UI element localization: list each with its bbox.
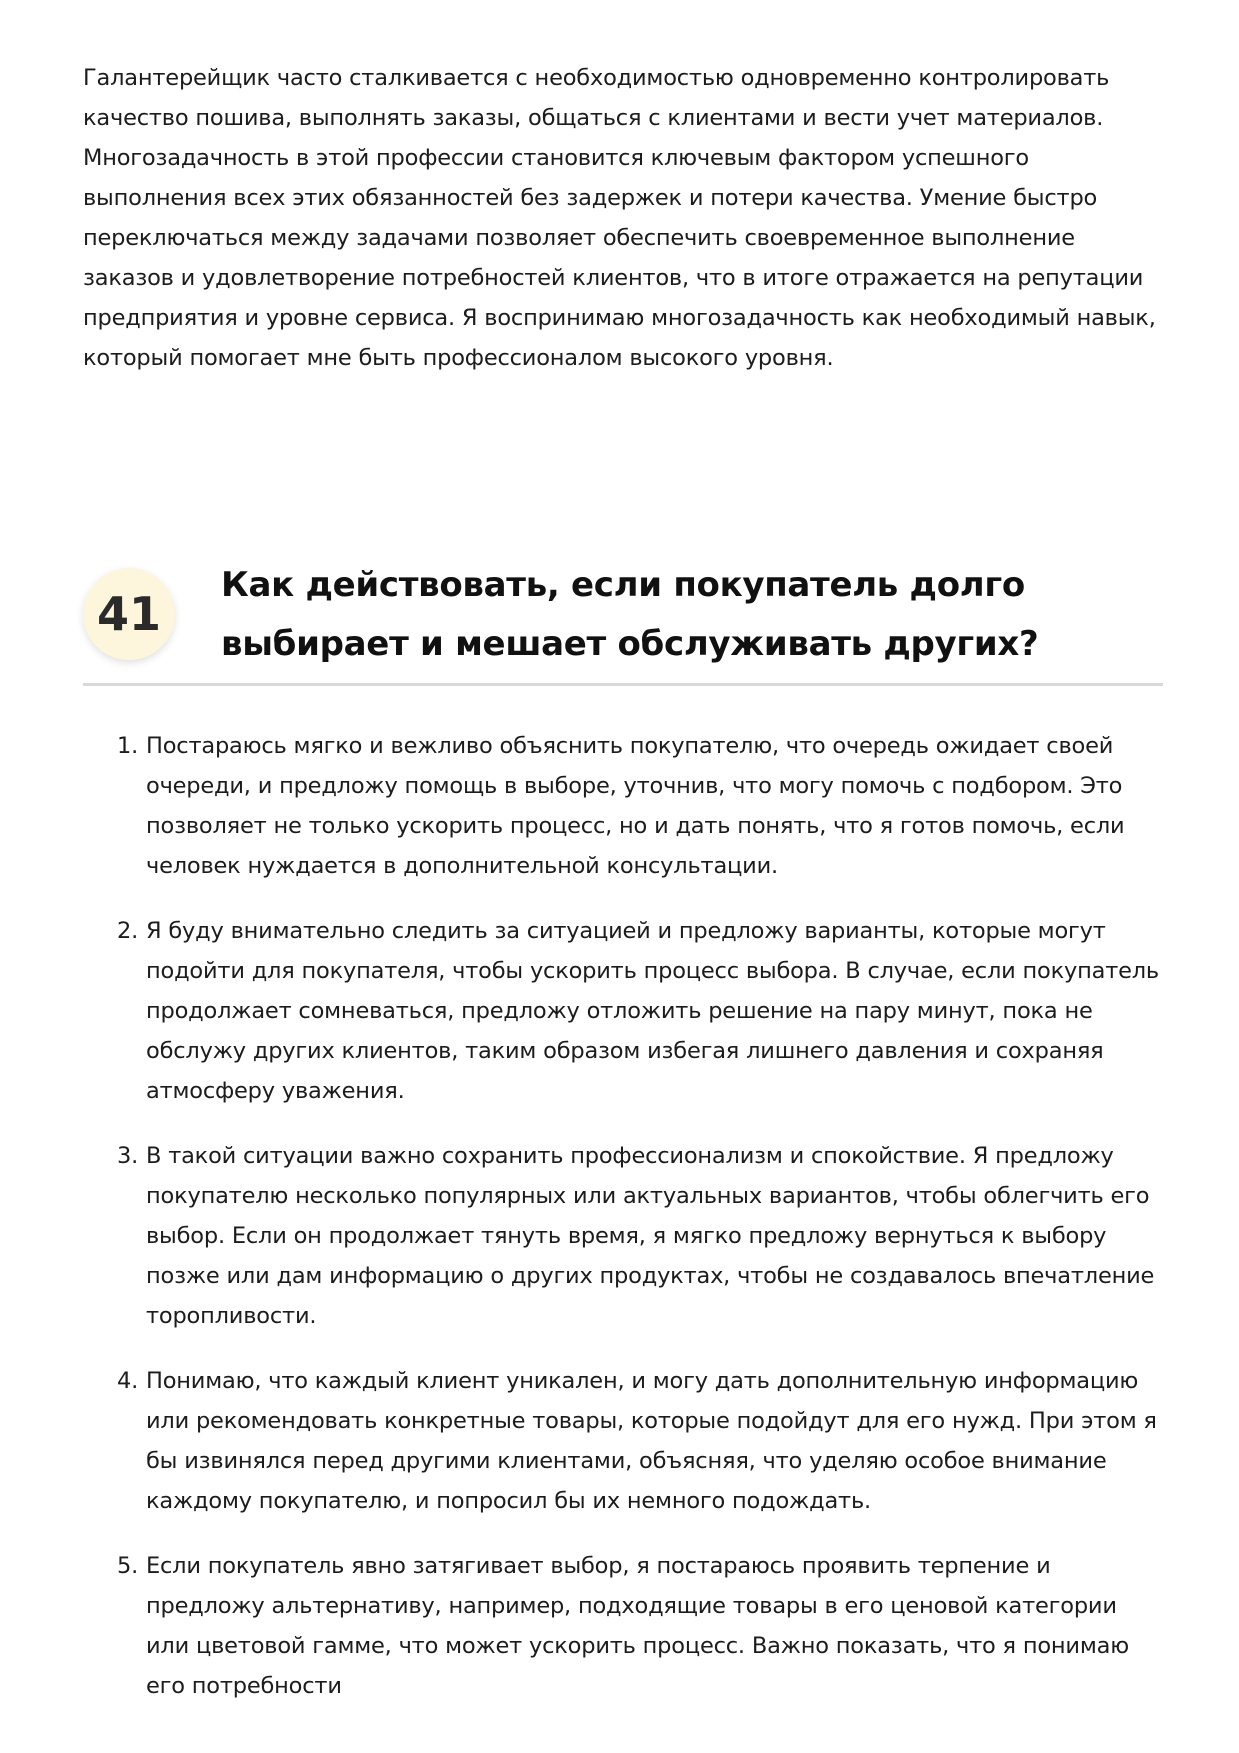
answer-text: Я буду внимательно следить за ситуацией и предложу варианты, которые могут подойти для покупателя, чтобы ускорить процесс выбора. В случае, если покупатель продолжает сомневаться, предложу отложить решение на пару минут, пока не обслужу других клиентов, таким образом избегая лишнего давления и сохраняя атмосферу уважения. (146, 918, 1159, 1104)
answer-number: 2. (117, 918, 139, 944)
answer-text: Постараюсь мягко и вежливо объяснить покупателю, что очередь ожидает своей очереди, и предложу помощь в выборе, уточнив, что могу помочь с подбором. Это позволяет не только ускорить процесс, но и дать понять, что я готов помочь, если человек нуждается в дополнительной консультации. (146, 733, 1125, 879)
question-title: Как действовать, если покупатель долго выбирает и мешает обслуживать других? (221, 565, 1039, 664)
answer-number: 3. (117, 1143, 139, 1169)
answer-item (83, 1136, 1163, 1336)
intro-paragraph: Галантерейщик часто сталкивается с необходимостью одновременно контролировать качество пошива, выполнять заказы, общаться с клиентами и вести учет материалов. Многозадачность в этой профессии становится ключевым фактором успешного выполнения всех этих обязанностей без задержек и потери качества. Умение быстро переключаться между задачами позволяет обеспечить своевременное выполнение заказов и удовлетворение потребностей клиентов, что в итоге отражается на репутации предприятия и уровне сервиса. Я воспринимаю многозадачность как необходимый навык, который помогает мне быть профессионалом высокого уровня. (83, 65, 1156, 371)
answer-text: Если покупатель явно затягивает выбор, я постараюсь проявить терпение и предложу альтернативу, например, подходящие товары в его ценовой категории или цветовой гамме, что может ускорить процесс. Важно показать, что я понимаю его потребности (146, 1553, 1129, 1699)
answer-item (83, 726, 1163, 886)
answer-number: 1. (117, 733, 139, 759)
answer-item (83, 1546, 1163, 1706)
answer-number: 5. (117, 1553, 139, 1579)
answer-list (83, 726, 1163, 1731)
answer-number: 4. (117, 1368, 139, 1394)
answer-item (83, 911, 1163, 1111)
question-header (83, 556, 1163, 686)
answer-text: Понимаю, что каждый клиент уникален, и могу дать дополнительную информацию или рекомендовать конкретные товары, которые подойдут для его нужд. При этом я бы извинялся перед другими клиентами, объясняя, что уделяю особое внимание каждому покупателю, и попросил бы их немного подождать. (146, 1368, 1157, 1514)
answer-text: В такой ситуации важно сохранить профессионализм и спокойствие. Я предложу покупателю несколько популярных или актуальных вариантов, чтобы облегчить его выбор. Если он продолжает тянуть время, я мягко предложу вернуться к выбору позже или дам информацию о других продуктах, чтобы не создавалось впечатление торопливости. (146, 1143, 1155, 1329)
question-number-badge: 41 (83, 568, 175, 660)
answer-item (83, 1361, 1163, 1521)
